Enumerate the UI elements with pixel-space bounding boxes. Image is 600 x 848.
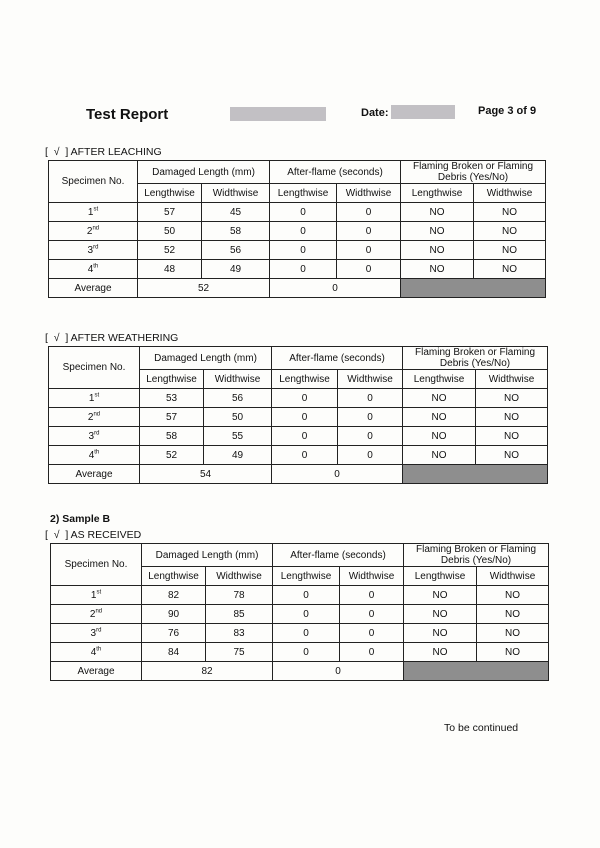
- section-title: AFTER LEACHING: [70, 146, 162, 158]
- afterflame-widthwise: 0: [340, 586, 404, 605]
- flaming-lengthwise: NO: [401, 222, 474, 241]
- damaged-widthwise: 45: [202, 203, 270, 222]
- flaming-lengthwise: NO: [401, 241, 474, 260]
- widthwise-header: Widthwise: [474, 184, 546, 203]
- shaded-cell: [403, 465, 548, 484]
- afterflame-widthwise: 0: [337, 203, 401, 222]
- page-number: Page 3 of 9: [478, 105, 537, 117]
- damaged-widthwise: 78: [206, 586, 273, 605]
- flaming-lengthwise: NO: [403, 389, 476, 408]
- lengthwise-header: Lengthwise: [140, 370, 204, 389]
- flaming-widthwise: NO: [476, 389, 548, 408]
- specimen-number: 1st: [51, 586, 142, 605]
- damaged-length-header: Damaged Length (mm): [142, 544, 273, 567]
- damaged-length-header: Damaged Length (mm): [138, 161, 270, 184]
- lengthwise-header: Lengthwise: [403, 370, 476, 389]
- table-row: [49, 260, 546, 279]
- table-row: [49, 427, 548, 446]
- damaged-widthwise: 50: [204, 408, 272, 427]
- specimen-number: 4th: [51, 643, 142, 662]
- afterflame-widthwise: 0: [340, 643, 404, 662]
- table-row: [51, 643, 549, 662]
- table-row: [49, 389, 548, 408]
- specimen-number: 3rd: [49, 427, 140, 446]
- damaged-lengthwise: 84: [142, 643, 206, 662]
- average-row: [51, 662, 549, 681]
- table-row: [49, 446, 548, 465]
- average-afterflame: 0: [272, 465, 403, 484]
- table-row: [49, 222, 546, 241]
- damaged-widthwise: 56: [204, 389, 272, 408]
- flaming-lengthwise: NO: [401, 260, 474, 279]
- table-row: [49, 241, 546, 260]
- lengthwise-header: Lengthwise: [401, 184, 474, 203]
- widthwise-header: Widthwise: [202, 184, 270, 203]
- damaged-lengthwise: 82: [142, 586, 206, 605]
- afterflame-lengthwise: 0: [272, 446, 338, 465]
- widthwise-header: Widthwise: [476, 370, 548, 389]
- flaming-widthwise: NO: [477, 643, 549, 662]
- damaged-widthwise: 55: [204, 427, 272, 446]
- widthwise-header: Widthwise: [204, 370, 272, 389]
- continued-note: To be continued: [444, 722, 519, 734]
- afterflame-widthwise: 0: [337, 222, 401, 241]
- table-row: [51, 624, 549, 643]
- average-afterflame: 0: [273, 662, 404, 681]
- afterflame-widthwise: 0: [337, 241, 401, 260]
- flaming-lengthwise: NO: [404, 624, 477, 643]
- flaming-lengthwise: NO: [403, 427, 476, 446]
- damaged-widthwise: 58: [202, 222, 270, 241]
- damaged-lengthwise: 48: [138, 260, 202, 279]
- afterflame-widthwise: 0: [338, 446, 403, 465]
- average-afterflame: 0: [270, 279, 401, 298]
- average-row: [49, 279, 546, 298]
- afterflame-widthwise: 0: [338, 389, 403, 408]
- afterflame-lengthwise: 0: [272, 389, 338, 408]
- afterflame-widthwise: 0: [340, 624, 404, 643]
- afterflame-lengthwise: 0: [270, 222, 337, 241]
- damaged-lengthwise: 90: [142, 605, 206, 624]
- average-damaged: 82: [142, 662, 273, 681]
- afterflame-widthwise: 0: [338, 408, 403, 427]
- lengthwise-header: Lengthwise: [142, 567, 206, 586]
- average-damaged: 54: [140, 465, 272, 484]
- check-mark: √: [53, 146, 60, 158]
- flaming-lengthwise: NO: [403, 446, 476, 465]
- specimen-number: 3rd: [49, 241, 138, 260]
- results-table: [48, 346, 548, 484]
- shaded-cell: [404, 662, 549, 681]
- results-table: [48, 160, 546, 298]
- check-mark: √: [53, 332, 60, 344]
- results-table: [50, 543, 549, 681]
- widthwise-header: Widthwise: [477, 567, 549, 586]
- afterflame-lengthwise: 0: [273, 605, 340, 624]
- widthwise-header: Widthwise: [206, 567, 273, 586]
- damaged-lengthwise: 76: [142, 624, 206, 643]
- afterflame-lengthwise: 0: [272, 427, 338, 446]
- section-label: [ √ ] AFTER WEATHERING: [45, 332, 179, 344]
- average-row: [49, 465, 548, 484]
- flaming-lengthwise: NO: [404, 643, 477, 662]
- flaming-widthwise: NO: [476, 446, 548, 465]
- afterflame-lengthwise: 0: [273, 643, 340, 662]
- flaming-widthwise: NO: [476, 408, 548, 427]
- widthwise-header: Widthwise: [340, 567, 404, 586]
- damaged-widthwise: 49: [202, 260, 270, 279]
- afterflame-widthwise: 0: [337, 260, 401, 279]
- lengthwise-header: Lengthwise: [273, 567, 340, 586]
- damaged-lengthwise: 52: [140, 446, 204, 465]
- report-header: [0, 104, 600, 126]
- specimen-number: 2nd: [49, 222, 138, 241]
- damaged-widthwise: 85: [206, 605, 273, 624]
- specimen-number: 4th: [49, 260, 138, 279]
- widthwise-header: Widthwise: [338, 370, 403, 389]
- flaming-lengthwise: NO: [401, 203, 474, 222]
- afterflame-widthwise: 0: [338, 427, 403, 446]
- average-damaged: 52: [138, 279, 270, 298]
- damaged-lengthwise: 57: [140, 408, 204, 427]
- flaming-widthwise: NO: [474, 260, 546, 279]
- specimen-number: 3rd: [51, 624, 142, 643]
- flaming-header: Flaming Broken or Flaming Debris (Yes/No): [403, 347, 548, 370]
- section-title: AFTER WEATHERING: [70, 332, 179, 344]
- flaming-header: Flaming Broken or Flaming Debris (Yes/No): [404, 544, 549, 567]
- afterflame-lengthwise: 0: [273, 586, 340, 605]
- damaged-lengthwise: 52: [138, 241, 202, 260]
- afterflame-header: After-flame (seconds): [270, 161, 401, 184]
- damaged-widthwise: 83: [206, 624, 273, 643]
- section-title: AS RECEIVED: [70, 529, 142, 541]
- specimen-number: 2nd: [49, 408, 140, 427]
- sample-b-title: 2) Sample B: [50, 513, 111, 525]
- specimen-header: Specimen No.: [49, 161, 138, 203]
- afterflame-header: After-flame (seconds): [273, 544, 404, 567]
- specimen-number: 4th: [49, 446, 140, 465]
- shaded-cell: [401, 279, 546, 298]
- flaming-widthwise: NO: [474, 203, 546, 222]
- average-label: Average: [51, 662, 142, 681]
- flaming-lengthwise: NO: [403, 408, 476, 427]
- specimen-number: 1st: [49, 389, 140, 408]
- specimen-header: Specimen No.: [51, 544, 142, 586]
- average-label: Average: [49, 465, 140, 484]
- afterflame-lengthwise: 0: [270, 260, 337, 279]
- flaming-widthwise: NO: [476, 427, 548, 446]
- afterflame-lengthwise: 0: [270, 241, 337, 260]
- flaming-widthwise: NO: [477, 624, 549, 643]
- lengthwise-header: Lengthwise: [138, 184, 202, 203]
- table-row: [51, 605, 549, 624]
- damaged-widthwise: 49: [204, 446, 272, 465]
- table-row: [49, 203, 546, 222]
- afterflame-lengthwise: 0: [272, 408, 338, 427]
- widthwise-header: Widthwise: [337, 184, 401, 203]
- table-row: [49, 408, 548, 427]
- table-row: [51, 586, 549, 605]
- flaming-widthwise: NO: [474, 222, 546, 241]
- flaming-widthwise: NO: [474, 241, 546, 260]
- lengthwise-header: Lengthwise: [270, 184, 337, 203]
- section-label: [ √ ] AFTER LEACHING: [45, 146, 162, 158]
- flaming-lengthwise: NO: [404, 586, 477, 605]
- damaged-lengthwise: 53: [140, 389, 204, 408]
- specimen-number: 1st: [49, 203, 138, 222]
- damaged-lengthwise: 58: [140, 427, 204, 446]
- damaged-lengthwise: 50: [138, 222, 202, 241]
- report-title: Test Report: [86, 106, 169, 123]
- flaming-header: Flaming Broken or Flaming Debris (Yes/No): [401, 161, 546, 184]
- flaming-widthwise: NO: [477, 605, 549, 624]
- specimen-number: 2nd: [51, 605, 142, 624]
- damaged-length-header: Damaged Length (mm): [140, 347, 272, 370]
- flaming-widthwise: NO: [477, 586, 549, 605]
- redacted-block: [230, 107, 326, 121]
- date-label: Date:: [361, 107, 389, 119]
- specimen-header: Specimen No.: [49, 347, 140, 389]
- afterflame-lengthwise: 0: [273, 624, 340, 643]
- redacted-date: [391, 105, 455, 119]
- section-label: [ √ ] AS RECEIVED: [45, 529, 142, 541]
- damaged-widthwise: 75: [206, 643, 273, 662]
- average-label: Average: [49, 279, 138, 298]
- damaged-lengthwise: 57: [138, 203, 202, 222]
- damaged-widthwise: 56: [202, 241, 270, 260]
- check-mark: √: [53, 529, 60, 541]
- lengthwise-header: Lengthwise: [404, 567, 477, 586]
- afterflame-lengthwise: 0: [270, 203, 337, 222]
- lengthwise-header: Lengthwise: [272, 370, 338, 389]
- flaming-lengthwise: NO: [404, 605, 477, 624]
- afterflame-widthwise: 0: [340, 605, 404, 624]
- afterflame-header: After-flame (seconds): [272, 347, 403, 370]
